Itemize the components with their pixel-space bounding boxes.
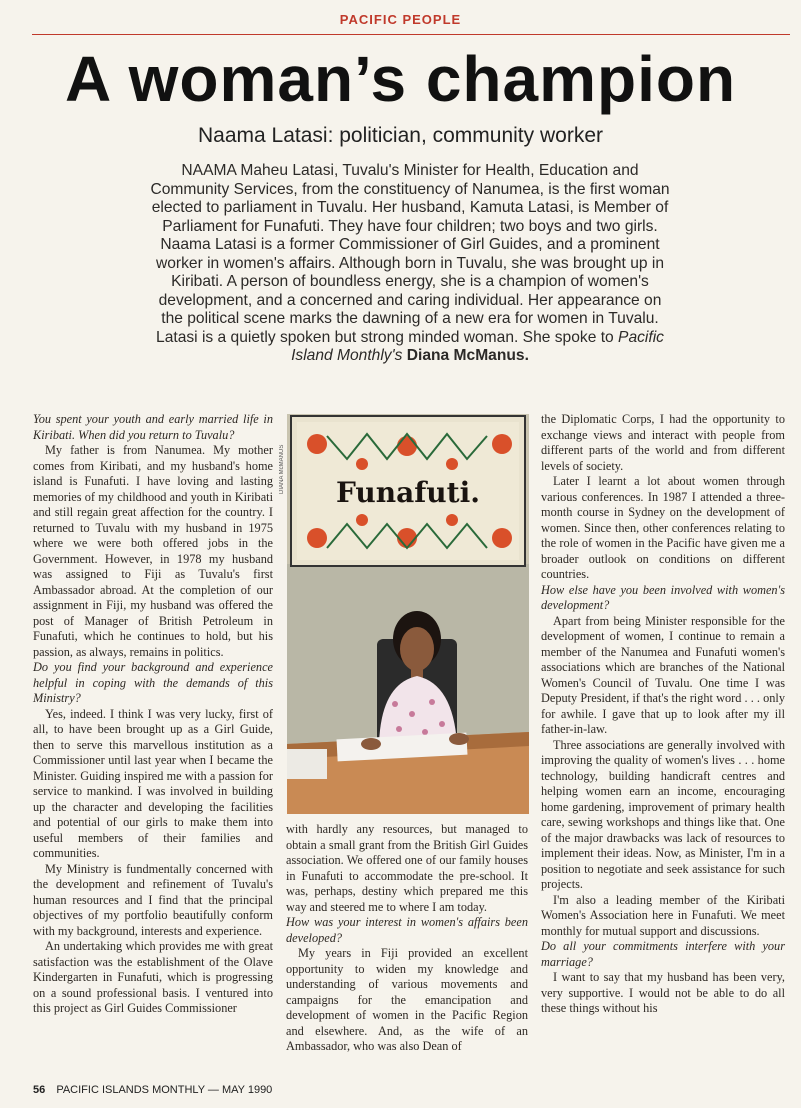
interview-answer: Three associations are generally involved with improving the quality of women's lives . . . home technology, building handicraft centres and helping women earn an income, encouraging home gardening, improvement of primary health care, sewing workshops and things like that. One of the major drawbacks was lack of resources to implement their ideas. Now, as Minister, I'm in a position to negotiate and seek assistance for such projects. (541, 737, 785, 891)
interview-answer: My father is from Nanumea. My mother comes from Kiribati, and my husband's home island is Funafuti. I have loving and lasting memories of my childhood and youth in Kiribati and still regain great affection for the country. I returned to Tuvalu with my husband in 1975 where we were both offered jobs in the Government. However, in 1978 my husband was assigned to Fiji as Tuvalu's first Ambassador abroad. At the completion of our assignment in Fiji, my husband was offered the post of Manager of British Petroleum in Funafuti, which he continues to hold, but his passion, as always, remains in politics. (33, 443, 273, 659)
interview-answer: My Ministry is fundmentally concerned with the development and refinement of Tuvalu's human resources and I find that the principal objectives of my portfolio beautifully conform with my background, interests and experience. (33, 861, 273, 938)
subheadline: Naama Latasi: politician, community worker (198, 124, 603, 147)
intro-magazine: Pacific Island Monthly's (291, 328, 664, 364)
portrait-photo (287, 414, 529, 814)
article-column-3 (541, 412, 785, 1017)
article-column-1 (33, 412, 273, 1017)
interview-answer: I'm also a leading member of the Kiribati Women's Association here in Funafuti. We meet monthly for mutual support and discussions. (541, 892, 785, 938)
article-column-2 (286, 822, 528, 1055)
headline: A woman’s champion (64, 43, 737, 115)
interview-question: How else have you been involved with women's development? (541, 582, 785, 612)
interview-answer: Later I learnt a lot about women through various conferences. In 1987 I attended a three-month course in Sydney on the development of women. Since then, other conferences relating to the role of women in the Pacific have given me a broader outlook on conditions on different countries. (541, 474, 785, 581)
interview-answer: the Diplomatic Corps, I had the opportunity to exchange views and interact with people from different parts of the world and from different levels of society. (541, 412, 785, 473)
interview-answer: Apart from being Minister responsible for the development of women, I continue to remain a member of the Nanumea and Funafuti women's associations which are branches of the National Women's Council of Tuvalu. One time I was Deputy President, if that's the right word . . . only for awhile. I gave that up to look after my ill father-in-law. (541, 613, 785, 736)
intro-paragraph (150, 162, 670, 366)
intro-author: Diana McManus. (406, 347, 529, 364)
page-footer (33, 1084, 272, 1096)
interview-question: How was your interest in women's affairs been developed? (286, 915, 528, 945)
photo-credit: DIANA McMANUS (279, 444, 285, 494)
intro-body: NAAMA Maheu Latasi, Tuvalu's Minister for Health, Education and Community Services, from the constituency of Nanumea, is the first woman elected to parliament in Tuvalu. Her husband, Kamuta Latasi, is Member of Parliament for Funafuti. They have four children; two boys and two girls. Naama Latasi is a former Commissioner of Girl Guides, and a prominent worker in women's affairs. Although born in Tuvalu, she was brought up in Kiribati. A person of boundless energy, she is a champion of women's development, and a concerned and caring individual. Her appearance on the political scene marks the dawning of a new era for women in Tuvalu. Latasi is a quietly spoken but strong minded woman. She spoke to (150, 162, 670, 346)
sign-lettering: Funafuti. (336, 476, 480, 509)
interview-question: Do you find your background and experience helpful in coping with the demands of this Ministry? (33, 660, 273, 705)
section-label: PACIFIC PEOPLE (339, 12, 462, 27)
interview-answer: with hardly any resources, but managed to obtain a small grant from the British Girl Guides association. We offered one of our family houses in Funafuti to accommodate the pre-school. It was, perhaps, destiny which prepared me this way and steered me to where I am today. (286, 822, 528, 914)
interview-question: Do all your commitments interfere with your marriage? (541, 939, 785, 969)
page-number: 56 (33, 1084, 46, 1096)
interview-question: You spent your youth and early married life in Kiribati. When did you return to Tuvalu? (33, 412, 273, 442)
publication-line: PACIFIC ISLANDS MONTHLY — MAY 1990 (56, 1084, 273, 1096)
header-rule (32, 34, 790, 35)
interview-answer: An undertaking which provides me with great satisfaction was the establishment of the Olave Kindergarten in Funafuti, which is progressing on a sound professional basis. I ventured into this project as Girl Guides Commissioner (33, 939, 273, 1015)
interview-answer: Yes, indeed. I think I was very lucky, first of all, to have been brought up as a Girl Guide, then to serve this marvellous institution as a Commissioner until last year when I became the Minister. Guiding inspired me with a passion for service to mankind. I was involved in building up the character and developing the facilities and potential of our girls to make them into useful members of their families and communities. (33, 706, 273, 860)
interview-answer: My years in Fiji provided an excellent opportunity to widen my knowledge and understanding of various movements and campaigns for the emancipation and development of women in the Pacific Region and elsewhere. And, as the wife of an Ambassador, who was also Dean of (286, 946, 528, 1053)
interview-answer: I want to say that my husband has been very, very supportive. I would not be able to do all these things without his (541, 970, 785, 1015)
